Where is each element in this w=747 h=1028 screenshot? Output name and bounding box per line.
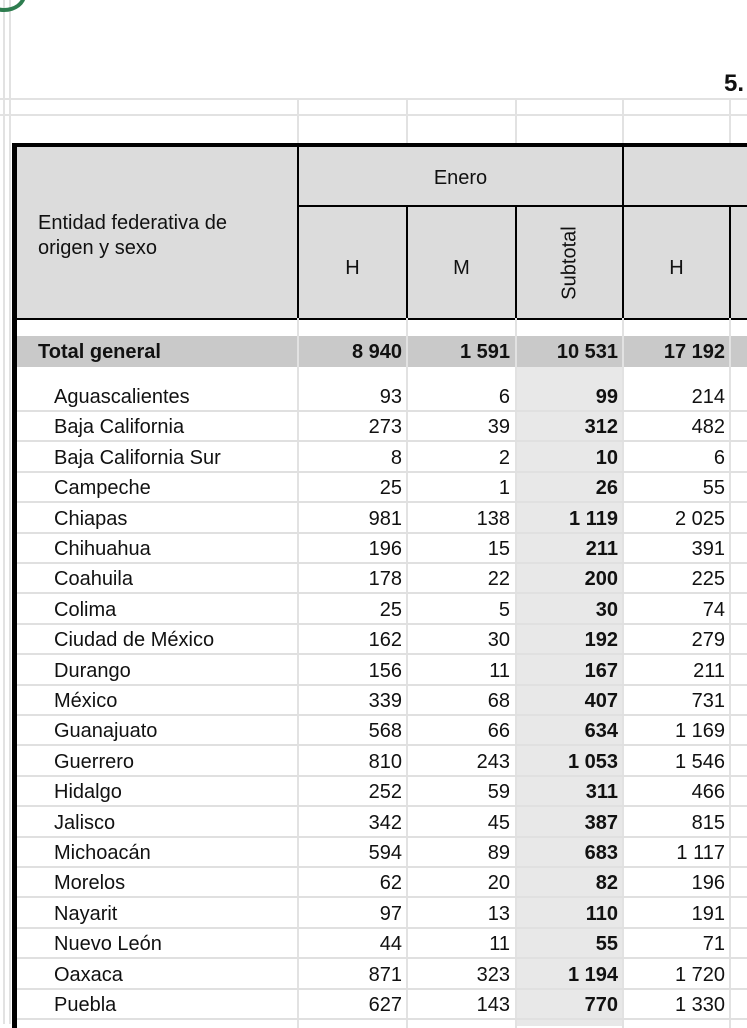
row-value: 1 053 — [567, 750, 618, 773]
row-value: 11 — [489, 933, 510, 956]
row-value: 634 — [584, 720, 618, 743]
row-value: 243 — [476, 750, 510, 773]
row-entity-name: Nayarit — [54, 902, 118, 925]
row-value: 1 119 — [569, 507, 618, 530]
row-value: 2 025 — [674, 507, 725, 530]
row-entity-name: Puebla — [54, 994, 117, 1016]
header-col-next — [729, 205, 747, 320]
row-value: 30 — [487, 629, 510, 652]
row-value: 93 — [379, 386, 402, 408]
row-value: 214 — [691, 386, 725, 408]
row-value: 143 — [476, 994, 510, 1016]
row-value: 62 — [379, 872, 402, 895]
header-col-m — [406, 205, 517, 320]
row-value: 466 — [691, 781, 725, 804]
row-value: 167 — [584, 659, 618, 682]
row-value: 312 — [584, 416, 618, 439]
gridline — [0, 98, 747, 100]
row-value: 25 — [379, 477, 402, 500]
header-col-subtotal — [515, 205, 624, 320]
gridline — [622, 98, 624, 144]
row-value: 815 — [691, 811, 725, 834]
row-value: 342 — [368, 811, 402, 834]
row-value: 11 — [489, 659, 510, 682]
row-value: 89 — [487, 842, 510, 864]
row-entity-name: México — [54, 690, 118, 712]
row-entity-name: Chihuahua — [54, 538, 151, 560]
row-entity-name: Nuevo León — [54, 933, 162, 956]
gridline — [406, 98, 408, 144]
row-value: 30 — [595, 598, 618, 621]
row-value: 192 — [584, 629, 618, 652]
row-entity-name: Hidalgo — [54, 781, 122, 804]
row-value: 482 — [691, 416, 725, 439]
row-value: 568 — [368, 720, 402, 743]
row-value: 74 — [702, 598, 725, 621]
row-entity-name: Jalisco — [54, 811, 116, 834]
row-value: 59 — [487, 781, 510, 804]
row-entity-name: Chiapas — [54, 507, 128, 530]
row-value: 627 — [368, 994, 402, 1016]
row-value: 162 — [368, 629, 402, 652]
row-value: 5 — [498, 598, 510, 621]
row-value: 99 — [595, 386, 618, 408]
header-month-cell — [297, 143, 624, 207]
header-month-label: Enero — [433, 167, 488, 189]
row-entity-name: Ciudad de México — [54, 629, 215, 652]
row-value: 191 — [691, 902, 725, 925]
row-value: 97 — [379, 902, 402, 925]
row-value: 731 — [691, 690, 725, 712]
total-value: 8 940 — [351, 341, 402, 363]
row-value: 810 — [368, 750, 402, 773]
row-entity-name: Morelos — [54, 872, 126, 895]
row-value: 211 — [585, 538, 618, 560]
total-label: Total general — [38, 341, 161, 363]
row-value: 15 — [487, 538, 510, 560]
row-value: 6 — [713, 446, 725, 469]
row-entity-name: Baja California Sur — [54, 446, 221, 469]
row-value: 110 — [585, 902, 618, 925]
row-value: 82 — [595, 872, 618, 895]
row-value: 279 — [691, 629, 725, 652]
row-value: 55 — [595, 933, 618, 956]
row-entity-name: Durango — [54, 659, 131, 682]
row-value: 196 — [691, 872, 725, 895]
header-month-cell-next — [622, 143, 747, 207]
gridline — [297, 98, 299, 144]
row-entity-name: Colima — [54, 598, 117, 621]
row-value: 407 — [584, 690, 618, 712]
table-title: 5. — [724, 70, 745, 97]
header-col-label: H — [669, 257, 684, 279]
header-entity-label: Entidad federativa de origen y sexo — [38, 212, 228, 259]
row-value: 1 720 — [674, 963, 725, 986]
row-value: 71 — [702, 933, 725, 956]
gridline — [729, 318, 731, 1028]
gridline — [515, 98, 517, 144]
app-logo-icon — [0, 0, 26, 12]
header-col-label: H — [345, 257, 360, 279]
row-entity-name: Guerrero — [54, 750, 135, 773]
row-value: 683 — [584, 842, 618, 864]
row-entity-name: Michoacán — [54, 842, 151, 864]
row-value: 339 — [368, 690, 402, 712]
gridline — [729, 98, 731, 144]
row-value: 156 — [368, 659, 402, 682]
row-value: 1 169 — [674, 720, 725, 743]
row-value: 6 — [498, 386, 510, 408]
row-value: 211 — [693, 659, 725, 682]
gridline — [0, 114, 747, 116]
total-value: 10 531 — [556, 341, 618, 363]
total-value: 1 591 — [459, 341, 510, 363]
row-value: 1 330 — [674, 994, 725, 1016]
row-entity-name: Coahuila — [54, 568, 133, 591]
row-value: 200 — [584, 568, 618, 591]
row-entity-name: Guanajuato — [54, 720, 158, 743]
row-value: 871 — [368, 963, 402, 986]
row-value: 178 — [368, 568, 402, 591]
row-value: 138 — [476, 507, 510, 530]
gridline — [3, 0, 5, 1024]
header-entity-cell — [12, 143, 299, 320]
row-value: 323 — [476, 963, 510, 986]
total-value: 17 192 — [663, 341, 725, 363]
row-entity-name: Oaxaca — [54, 963, 123, 986]
row-value: 196 — [368, 538, 402, 560]
row-value: 391 — [691, 538, 725, 560]
row-entity-name: Baja California — [54, 416, 185, 439]
row-value: 68 — [487, 690, 510, 712]
header-col-label: Subtotal — [558, 226, 580, 300]
row-value: 22 — [487, 568, 510, 591]
gridline — [9, 0, 11, 1024]
row-value: 1 117 — [676, 842, 725, 864]
row-value: 44 — [379, 933, 402, 956]
row-value: 981 — [368, 507, 402, 530]
row-entity-name: Campeche — [54, 477, 151, 500]
header-col-h — [297, 205, 408, 320]
row-value: 25 — [379, 598, 402, 621]
row-value: 13 — [487, 902, 510, 925]
row-value: 66 — [487, 720, 510, 743]
row-value: 770 — [584, 994, 618, 1016]
row-value: 2 — [498, 446, 510, 469]
row-value: 387 — [584, 811, 618, 834]
row-value: 1 — [498, 477, 510, 500]
row-value: 273 — [368, 416, 402, 439]
row-value: 45 — [487, 811, 510, 834]
row-value: 8 — [390, 446, 402, 469]
row-value: 55 — [702, 477, 725, 500]
row-value: 10 — [595, 446, 618, 469]
row-value: 594 — [368, 842, 402, 864]
header-col-label: M — [453, 257, 470, 279]
row-value: 252 — [368, 781, 402, 804]
row-value: 225 — [691, 568, 725, 591]
row-value: 26 — [595, 477, 618, 500]
table-left-border — [12, 318, 17, 1028]
row-entity-name: Aguascalientes — [54, 386, 190, 408]
header-col-h2 — [622, 205, 731, 320]
row-value: 39 — [487, 416, 510, 439]
row-value: 1 194 — [567, 963, 618, 986]
row-value: 1 546 — [674, 750, 725, 773]
row-value: 311 — [585, 781, 618, 804]
row-value: 20 — [487, 872, 510, 895]
